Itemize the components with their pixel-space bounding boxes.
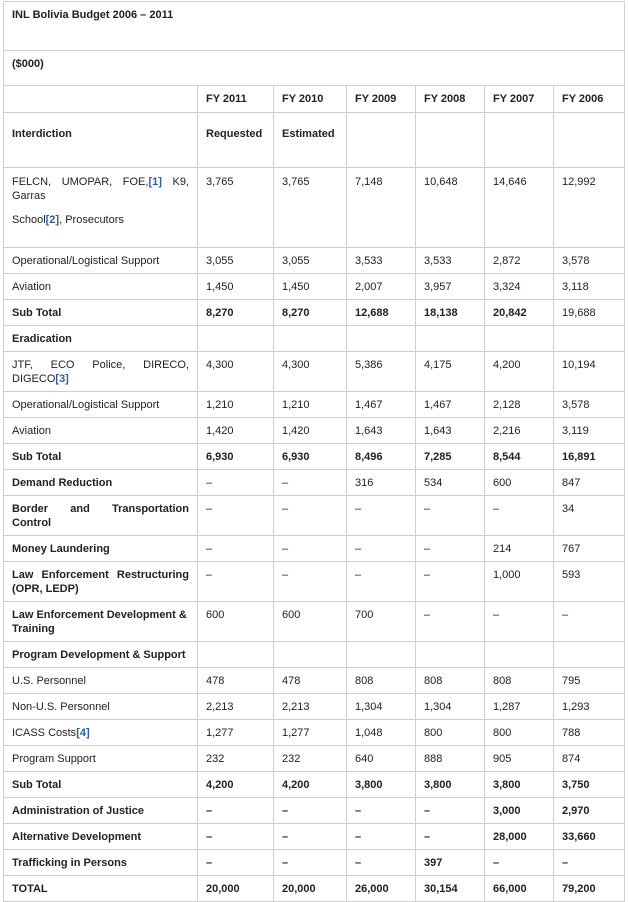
value-cell: – bbox=[274, 470, 347, 496]
value-cell: 600 bbox=[198, 602, 274, 642]
value-cell: – bbox=[416, 496, 485, 536]
value-cell: 478 bbox=[198, 668, 274, 694]
row-label bbox=[4, 168, 198, 248]
value-cell: 19,688 bbox=[554, 300, 625, 326]
felcn-label-line2: School bbox=[12, 214, 46, 226]
table-row bbox=[4, 168, 625, 248]
value-cell: – bbox=[347, 496, 416, 536]
value-cell: – bbox=[198, 562, 274, 602]
empty-cell bbox=[554, 642, 625, 668]
value-cell: 4,200 bbox=[198, 772, 274, 798]
empty-cell bbox=[198, 326, 274, 352]
empty-cell bbox=[347, 326, 416, 352]
section-label-eradication: Eradication bbox=[4, 326, 198, 352]
empty-cell bbox=[198, 642, 274, 668]
empty-cell bbox=[274, 326, 347, 352]
value-cell: 800 bbox=[485, 720, 554, 746]
empty-cell bbox=[347, 642, 416, 668]
subtotal-row bbox=[4, 772, 625, 798]
section-row bbox=[4, 326, 625, 352]
value-cell: – bbox=[347, 850, 416, 876]
value-cell: 4,300 bbox=[198, 352, 274, 392]
value-cell: – bbox=[554, 850, 625, 876]
value-cell: 4,200 bbox=[274, 772, 347, 798]
value-cell: 6,930 bbox=[198, 444, 274, 470]
value-cell: – bbox=[347, 536, 416, 562]
row-label: Sub Total bbox=[4, 444, 198, 470]
value-cell: 1,467 bbox=[416, 392, 485, 418]
row-label: Sub Total bbox=[4, 772, 198, 798]
value-cell: 20,000 bbox=[198, 876, 274, 902]
empty-cell bbox=[485, 113, 554, 168]
table-row bbox=[4, 536, 625, 562]
row-label: Operational/Logistical Support bbox=[4, 248, 198, 274]
value-cell: 6,930 bbox=[274, 444, 347, 470]
value-cell: – bbox=[274, 798, 347, 824]
header-blank-cell bbox=[4, 86, 198, 113]
row-label: TOTAL bbox=[4, 876, 198, 902]
empty-cell bbox=[347, 113, 416, 168]
value-cell: 3,578 bbox=[554, 392, 625, 418]
units-label: ($000) bbox=[4, 51, 625, 86]
empty-cell bbox=[485, 642, 554, 668]
value-cell: 593 bbox=[554, 562, 625, 602]
value-cell: 3,750 bbox=[554, 772, 625, 798]
value-cell: 10,194 bbox=[554, 352, 625, 392]
value-cell: 3,800 bbox=[485, 772, 554, 798]
value-cell: 478 bbox=[274, 668, 347, 694]
value-cell: – bbox=[347, 824, 416, 850]
table-row bbox=[4, 562, 625, 602]
value-cell: 8,270 bbox=[274, 300, 347, 326]
table-row bbox=[4, 418, 625, 444]
value-cell: 1,420 bbox=[198, 418, 274, 444]
year-header: FY 2008 bbox=[416, 86, 485, 113]
value-cell: 3,119 bbox=[554, 418, 625, 444]
value-cell: 66,000 bbox=[485, 876, 554, 902]
value-cell: 316 bbox=[347, 470, 416, 496]
year-header: FY 2009 bbox=[347, 86, 416, 113]
row-label: Program Support bbox=[4, 746, 198, 772]
table-row bbox=[4, 668, 625, 694]
value-cell: 4,175 bbox=[416, 352, 485, 392]
value-cell: – bbox=[416, 536, 485, 562]
table-row bbox=[4, 274, 625, 300]
year-header: FY 2011 bbox=[198, 86, 274, 113]
value-cell: – bbox=[554, 602, 625, 642]
value-cell: 33,660 bbox=[554, 824, 625, 850]
value-cell: 1,287 bbox=[485, 694, 554, 720]
empty-cell bbox=[554, 113, 625, 168]
value-cell: 847 bbox=[554, 470, 625, 496]
row-label: Aviation bbox=[4, 418, 198, 444]
value-cell: 2,872 bbox=[485, 248, 554, 274]
value-cell: – bbox=[274, 824, 347, 850]
value-cell: 8,496 bbox=[347, 444, 416, 470]
value-cell: 30,154 bbox=[416, 876, 485, 902]
value-cell: 214 bbox=[485, 536, 554, 562]
empty-cell bbox=[416, 642, 485, 668]
value-cell: 767 bbox=[554, 536, 625, 562]
table-row bbox=[4, 496, 625, 536]
value-cell: – bbox=[274, 536, 347, 562]
value-cell: 12,688 bbox=[347, 300, 416, 326]
value-cell: 1,643 bbox=[347, 418, 416, 444]
budget-table bbox=[3, 1, 625, 902]
value-cell: – bbox=[416, 602, 485, 642]
value-cell: 1,210 bbox=[198, 392, 274, 418]
value-cell: 2,128 bbox=[485, 392, 554, 418]
empty-cell bbox=[485, 326, 554, 352]
table-row bbox=[4, 392, 625, 418]
value-cell: 18,138 bbox=[416, 300, 485, 326]
value-cell: 800 bbox=[416, 720, 485, 746]
row-label: Border and Transportation Control bbox=[4, 496, 198, 536]
value-cell: 397 bbox=[416, 850, 485, 876]
row-label bbox=[4, 352, 198, 392]
table-title: INL Bolivia Budget 2006 – 2011 bbox=[4, 2, 625, 51]
row-label bbox=[4, 720, 198, 746]
value-cell: 1,000 bbox=[485, 562, 554, 602]
value-cell: 79,200 bbox=[554, 876, 625, 902]
value-cell: 808 bbox=[416, 668, 485, 694]
year-header: FY 2006 bbox=[554, 86, 625, 113]
year-header: FY 2010 bbox=[274, 86, 347, 113]
value-cell: 1,643 bbox=[416, 418, 485, 444]
subtotal-row bbox=[4, 444, 625, 470]
value-cell: 1,277 bbox=[198, 720, 274, 746]
empty-cell bbox=[416, 113, 485, 168]
value-cell: 1,304 bbox=[416, 694, 485, 720]
interdiction-status-row bbox=[4, 113, 625, 168]
table-row bbox=[4, 248, 625, 274]
value-cell: 2,213 bbox=[198, 694, 274, 720]
value-cell: 3,055 bbox=[198, 248, 274, 274]
value-cell: 28,000 bbox=[485, 824, 554, 850]
row-label: Demand Reduction bbox=[4, 470, 198, 496]
value-cell: 640 bbox=[347, 746, 416, 772]
value-cell: 600 bbox=[274, 602, 347, 642]
empty-cell bbox=[554, 326, 625, 352]
felcn-label-line1-tail: K9, Garras bbox=[12, 176, 189, 202]
value-cell: 2,213 bbox=[274, 694, 347, 720]
row-label: Aviation bbox=[4, 274, 198, 300]
value-cell: – bbox=[198, 798, 274, 824]
empty-cell bbox=[416, 326, 485, 352]
value-cell: 20,842 bbox=[485, 300, 554, 326]
status-estimated: Estimated bbox=[274, 113, 347, 168]
value-cell: – bbox=[198, 850, 274, 876]
value-cell: 1,420 bbox=[274, 418, 347, 444]
row-label: Operational/Logistical Support bbox=[4, 392, 198, 418]
year-header-row bbox=[4, 86, 625, 113]
table-row bbox=[4, 850, 625, 876]
value-cell: 14,646 bbox=[485, 168, 554, 248]
value-cell: 20,000 bbox=[274, 876, 347, 902]
row-label: Administration of Justice bbox=[4, 798, 198, 824]
value-cell: 808 bbox=[347, 668, 416, 694]
value-cell: 2,216 bbox=[485, 418, 554, 444]
value-cell: 3,533 bbox=[416, 248, 485, 274]
footnote-link[interactable]: [2] bbox=[45, 214, 60, 226]
value-cell: – bbox=[347, 798, 416, 824]
footnote-link[interactable]: [3] bbox=[55, 373, 69, 385]
value-cell: 2,970 bbox=[554, 798, 625, 824]
value-cell: 1,450 bbox=[198, 274, 274, 300]
value-cell: 788 bbox=[554, 720, 625, 746]
value-cell: – bbox=[416, 824, 485, 850]
value-cell: 795 bbox=[554, 668, 625, 694]
value-cell: 3,765 bbox=[198, 168, 274, 248]
value-cell: 3,765 bbox=[274, 168, 347, 248]
row-label: Sub Total bbox=[4, 300, 198, 326]
value-cell: 3,533 bbox=[347, 248, 416, 274]
value-cell: 1,210 bbox=[274, 392, 347, 418]
value-cell: 874 bbox=[554, 746, 625, 772]
table-row bbox=[4, 470, 625, 496]
felcn-label-line2-tail: , Prosecutors bbox=[59, 214, 124, 226]
year-header: FY 2007 bbox=[485, 86, 554, 113]
table-row bbox=[4, 694, 625, 720]
value-cell: 600 bbox=[485, 470, 554, 496]
value-cell: 26,000 bbox=[347, 876, 416, 902]
footnote-link[interactable]: [1] bbox=[148, 176, 162, 188]
value-cell: – bbox=[485, 496, 554, 536]
row-label: Money Laundering bbox=[4, 536, 198, 562]
icass-label: ICASS Costs bbox=[12, 727, 77, 739]
value-cell: – bbox=[485, 602, 554, 642]
value-cell: – bbox=[485, 850, 554, 876]
value-cell: 8,544 bbox=[485, 444, 554, 470]
jtf-label: JTF, ECO Police, DIRECO, DIGECO bbox=[12, 359, 189, 385]
table-row bbox=[4, 746, 625, 772]
section-label-interdiction: Interdiction bbox=[4, 113, 198, 168]
footnote-link[interactable]: [4] bbox=[76, 727, 90, 739]
value-cell: 3,118 bbox=[554, 274, 625, 300]
value-cell: 3,957 bbox=[416, 274, 485, 300]
value-cell: 1,293 bbox=[554, 694, 625, 720]
total-row bbox=[4, 876, 625, 902]
title-row bbox=[4, 2, 625, 51]
row-label: Law Enforcement Restructuring (OPR, LEDP) bbox=[4, 562, 198, 602]
value-cell: 1,467 bbox=[347, 392, 416, 418]
table-row bbox=[4, 824, 625, 850]
row-label: Non-U.S. Personnel bbox=[4, 694, 198, 720]
value-cell: – bbox=[198, 824, 274, 850]
value-cell: 8,270 bbox=[198, 300, 274, 326]
value-cell: 5,386 bbox=[347, 352, 416, 392]
felcn-label-line1: FELCN, UMOPAR, FOE, bbox=[12, 176, 149, 188]
value-cell: 905 bbox=[485, 746, 554, 772]
value-cell: 3,800 bbox=[347, 772, 416, 798]
value-cell: 232 bbox=[274, 746, 347, 772]
value-cell: 1,277 bbox=[274, 720, 347, 746]
value-cell: – bbox=[274, 496, 347, 536]
value-cell: 1,304 bbox=[347, 694, 416, 720]
value-cell: 808 bbox=[485, 668, 554, 694]
row-label: Trafficking in Persons bbox=[4, 850, 198, 876]
row-label: U.S. Personnel bbox=[4, 668, 198, 694]
value-cell: 16,891 bbox=[554, 444, 625, 470]
value-cell: 700 bbox=[347, 602, 416, 642]
row-label: Alternative Development bbox=[4, 824, 198, 850]
value-cell: – bbox=[198, 536, 274, 562]
section-label-program-development: Program Development & Support bbox=[4, 642, 198, 668]
table-row bbox=[4, 798, 625, 824]
table-row bbox=[4, 602, 625, 642]
value-cell: 3,578 bbox=[554, 248, 625, 274]
value-cell: – bbox=[347, 562, 416, 602]
value-cell: 34 bbox=[554, 496, 625, 536]
value-cell: – bbox=[198, 470, 274, 496]
table-row bbox=[4, 352, 625, 392]
value-cell: – bbox=[198, 496, 274, 536]
value-cell: 3,800 bbox=[416, 772, 485, 798]
value-cell: 1,048 bbox=[347, 720, 416, 746]
value-cell: 12,992 bbox=[554, 168, 625, 248]
value-cell: – bbox=[274, 850, 347, 876]
units-row bbox=[4, 51, 625, 86]
value-cell: – bbox=[416, 798, 485, 824]
value-cell: 232 bbox=[198, 746, 274, 772]
value-cell: 3,055 bbox=[274, 248, 347, 274]
empty-cell bbox=[274, 642, 347, 668]
table-row bbox=[4, 720, 625, 746]
status-requested: Requested bbox=[198, 113, 274, 168]
value-cell: – bbox=[416, 562, 485, 602]
value-cell: 4,200 bbox=[485, 352, 554, 392]
value-cell: 534 bbox=[416, 470, 485, 496]
value-cell: 10,648 bbox=[416, 168, 485, 248]
row-label: Law Enforcement Development & Training bbox=[4, 602, 198, 642]
value-cell: 2,007 bbox=[347, 274, 416, 300]
value-cell: 7,285 bbox=[416, 444, 485, 470]
value-cell: 3,000 bbox=[485, 798, 554, 824]
value-cell: 888 bbox=[416, 746, 485, 772]
value-cell: 3,324 bbox=[485, 274, 554, 300]
value-cell: 1,450 bbox=[274, 274, 347, 300]
section-row bbox=[4, 642, 625, 668]
value-cell: – bbox=[274, 562, 347, 602]
value-cell: 4,300 bbox=[274, 352, 347, 392]
value-cell: 7,148 bbox=[347, 168, 416, 248]
subtotal-row bbox=[4, 300, 625, 326]
